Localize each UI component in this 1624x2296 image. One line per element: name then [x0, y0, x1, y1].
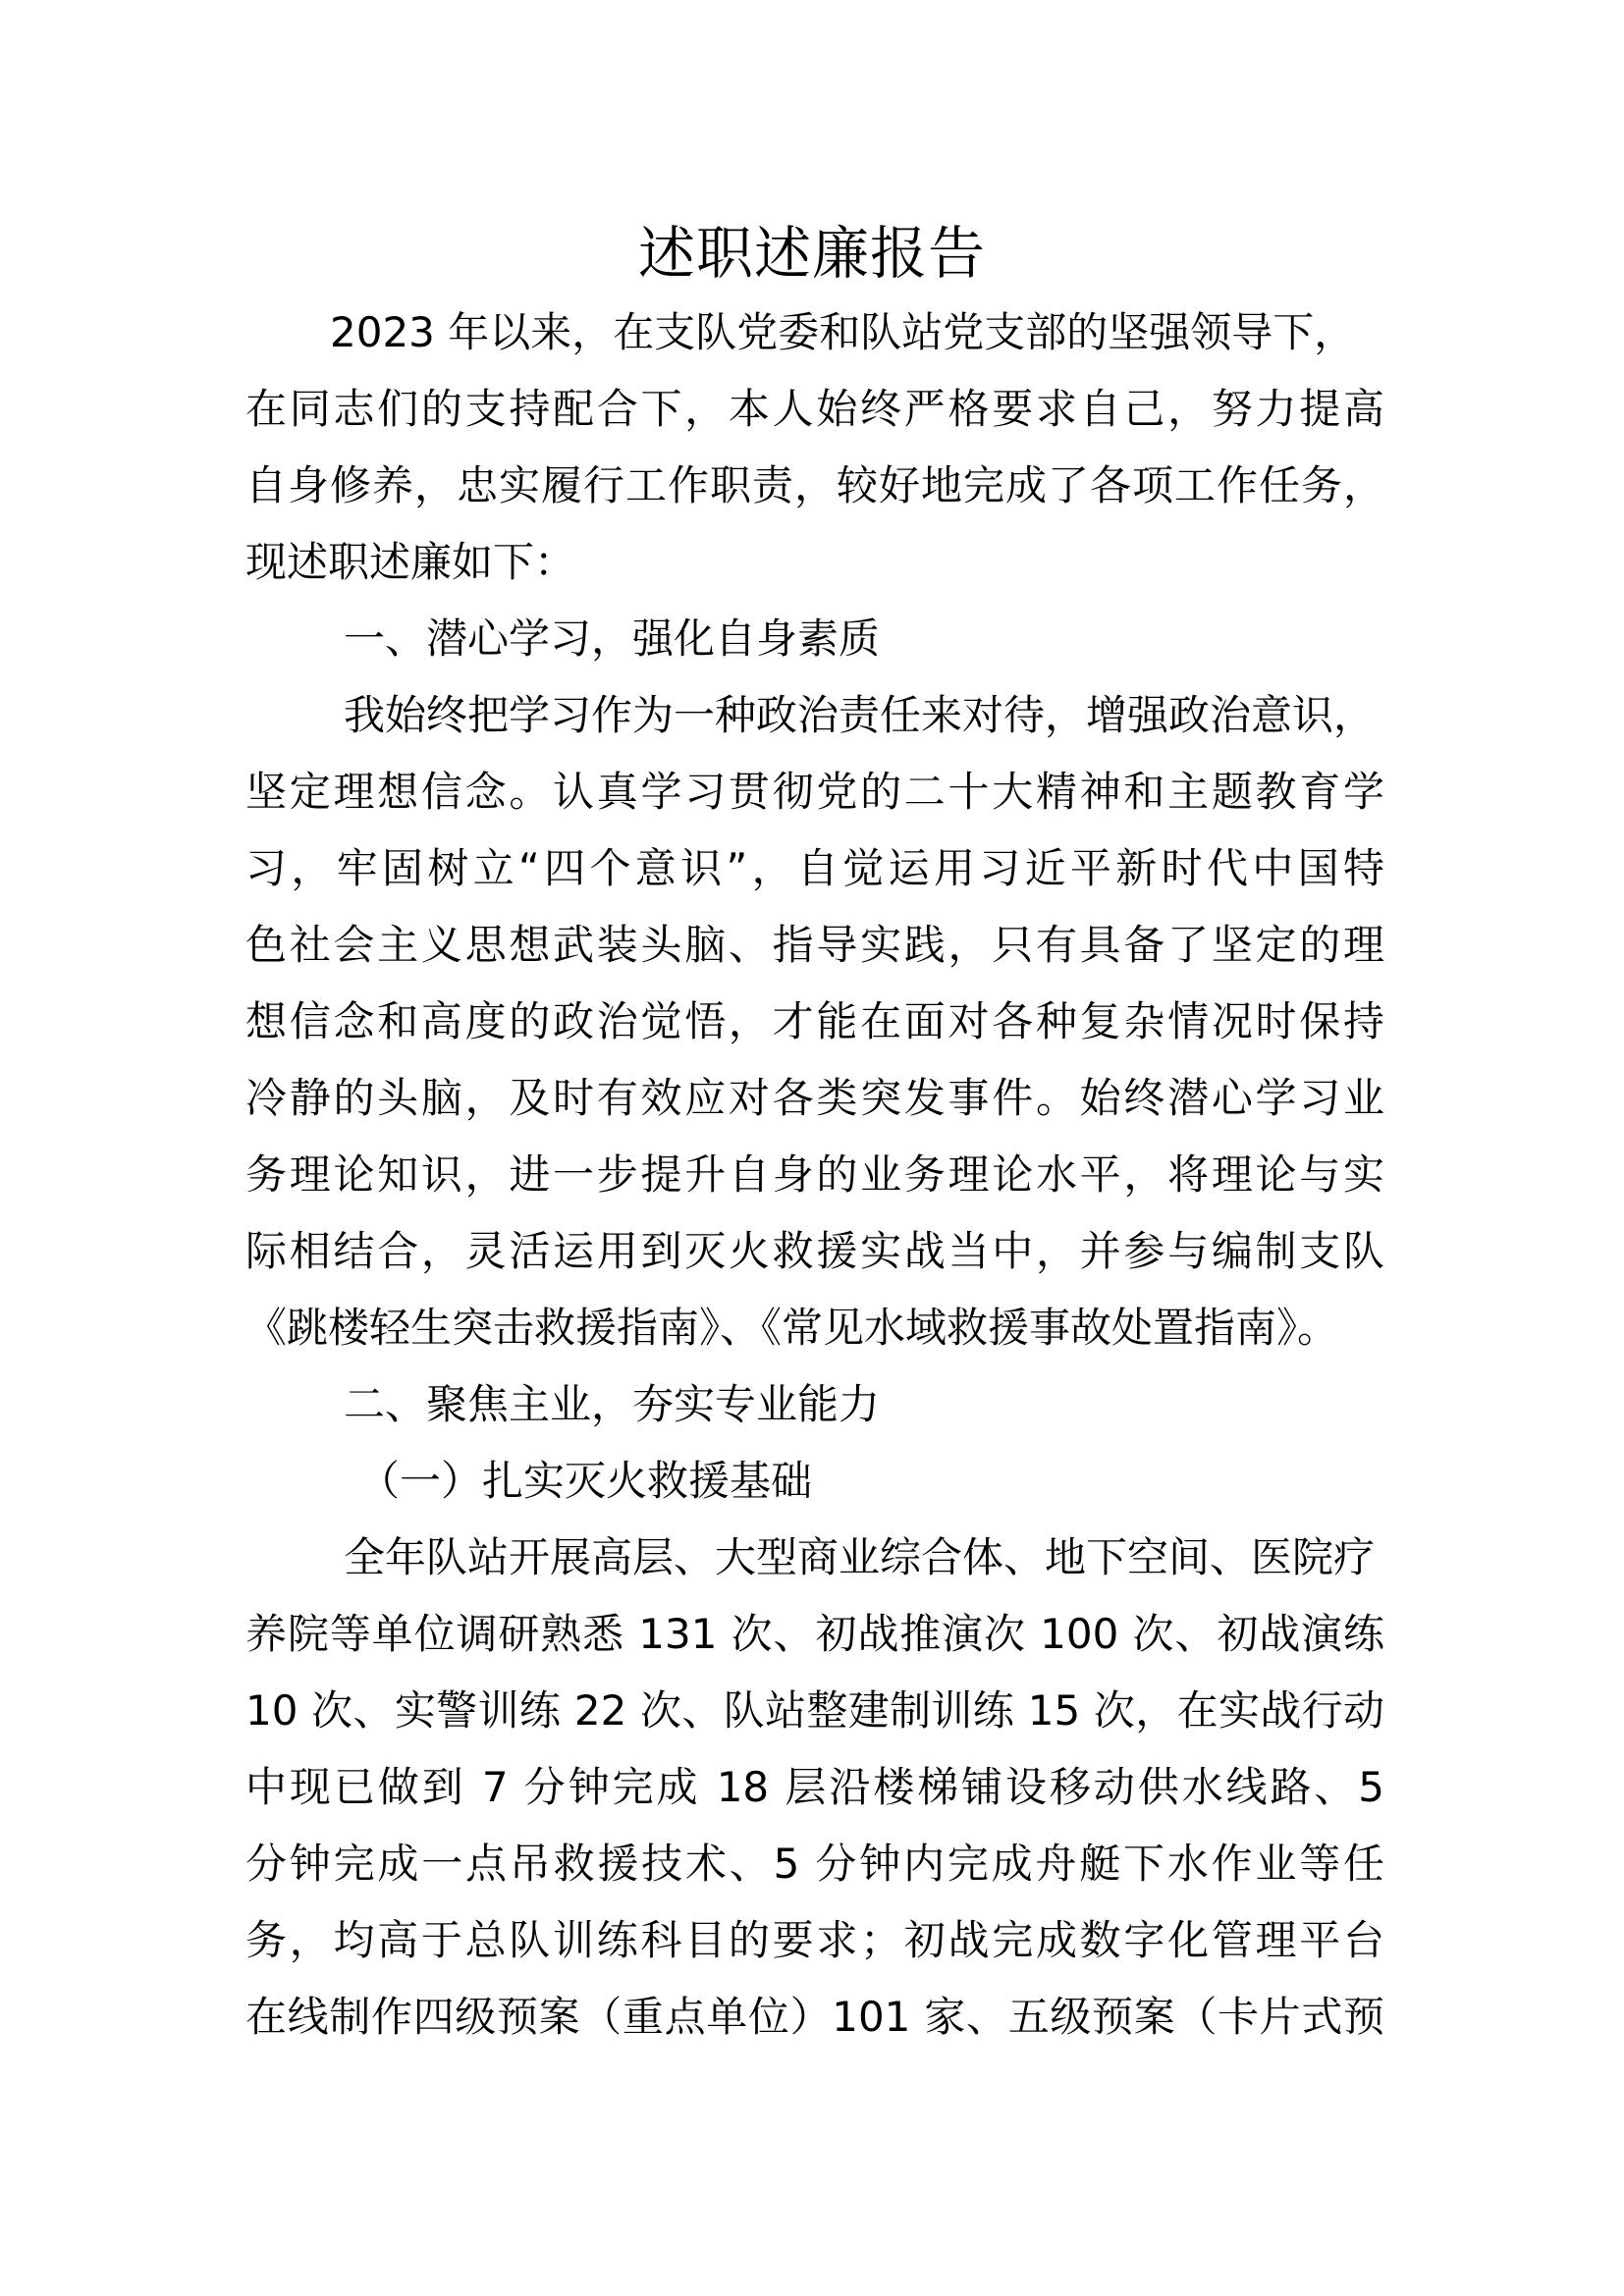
paragraph-intro-line-1: 2023 年以来，在支队党委和队站党支部的坚强领导下，	[330, 308, 1356, 356]
paragraph-study-line-4: 色社会主义思想武装头脑、指导实践，只有具备了坚定的理	[245, 921, 1384, 969]
subsection-heading-1: （一）扎实灭火救援基础	[358, 1457, 813, 1505]
paragraph-rescue-line-4: 中现已做到 7 分钟完成 18 层沿楼梯铺设移动供水线路、5	[245, 1763, 1384, 1811]
document-body	[245, 294, 1384, 2056]
section-heading-2: 二、聚焦主业，夯实专业能力	[344, 1380, 881, 1428]
paragraph-rescue-line-2: 养院等单位调研熟悉 131 次、初战推演次 100 次、初战演练	[245, 1610, 1384, 1658]
paragraph-rescue-line-1: 全年队站开展高层、大型商业综合体、地下空间、医院疗	[344, 1533, 1376, 1581]
paragraph-study-line-5: 想信念和高度的政治觉悟，才能在面对各种复杂情况时保持	[245, 997, 1384, 1045]
paragraph-rescue-line-6: 务，均高于总队训练科目的要求；初战完成数字化管理平台	[245, 1916, 1384, 1964]
paragraph-study-line-2: 坚定理想信念。认真学习贯彻党的二十大精神和主题教育学	[245, 768, 1384, 816]
paragraph-rescue-line-7: 在线制作四级预案（重点单位）101 家、五级预案（卡片式预	[245, 1993, 1384, 2041]
paragraph-study-line-7: 务理论知识，进一步提升自身的业务理论水平，将理论与实	[245, 1150, 1384, 1199]
paragraph-study-line-9: 《跳楼轻生突击救援指南》、《常见水域救援事故处置指南》。	[245, 1304, 1339, 1352]
paragraph-intro-line-3: 自身修养，忠实履行工作职责，较好地完成了各项工作任务，	[245, 461, 1384, 509]
section-heading-1: 一、潜心学习，强化自身素质	[344, 614, 881, 663]
document-title: 述职述廉报告	[637, 220, 986, 287]
paragraph-rescue-line-3: 10 次、实警训练 22 次、队站整建制训练 15 次，在实战行动	[245, 1686, 1384, 1735]
paragraph-intro-line-2: 在同志们的支持配合下，本人始终严格要求自己，努力提高	[245, 385, 1384, 433]
paragraph-study-line-6: 冷静的头脑，及时有效应对各类突发事件。始终潜心学习业	[245, 1074, 1384, 1122]
paragraph-intro-line-4: 现述职述廉如下：	[245, 538, 576, 586]
paragraph-rescue-line-5: 分钟完成一点吊救援技术、5 分钟内完成舟艇下水作业等任	[245, 1840, 1384, 1888]
paragraph-study-line-3: 习，牢固树立“四个意识”，自觉运用习近平新时代中国特	[245, 844, 1384, 892]
paragraph-study-line-8: 际相结合，灵活运用到灭火救援实战当中，并参与编制支队	[245, 1227, 1384, 1275]
paragraph-study-line-1: 我始终把学习作为一种政治责任来对待，增强政治意识，	[344, 691, 1376, 739]
